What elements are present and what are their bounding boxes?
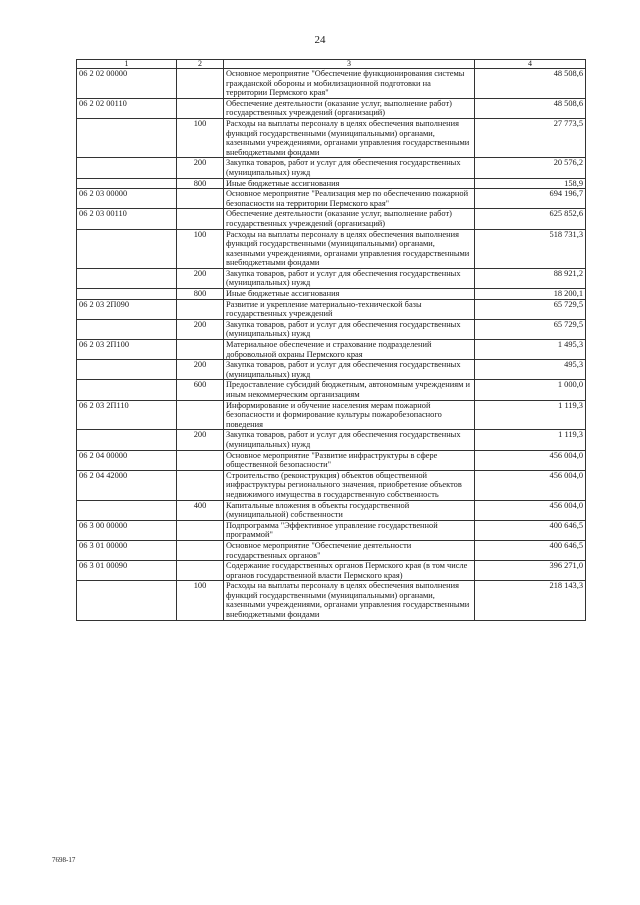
- row-expense-type: [177, 540, 224, 560]
- table-row: [77, 360, 586, 380]
- row-code: 06 2 04 42000: [77, 470, 177, 500]
- row-amount: 518 731,3: [475, 229, 586, 268]
- row-expense-type: [177, 340, 224, 360]
- row-description: Подпрограмма "Эффективное управление государственной программой": [224, 520, 475, 540]
- row-expense-type: [177, 470, 224, 500]
- row-expense-type: 200: [177, 158, 224, 178]
- row-expense-type: [177, 189, 224, 209]
- row-code: 06 3 00 00000: [77, 520, 177, 540]
- table-row: [77, 380, 586, 400]
- header-col-1: 1: [77, 60, 177, 69]
- row-code: 06 2 03 00000: [77, 189, 177, 209]
- row-description: Основное мероприятие "Обеспечение деятельности государственных органов": [224, 540, 475, 560]
- table-row: [77, 289, 586, 300]
- table-body: [77, 69, 586, 621]
- table-row: [77, 118, 586, 157]
- row-description: Основное мероприятие "Обеспечение функционирования системы гражданской обороны и мобилизационной подготовки на территории Пермского края": [224, 69, 475, 99]
- row-expense-type: [177, 400, 224, 430]
- row-expense-type: [177, 520, 224, 540]
- row-amount: 456 004,0: [475, 470, 586, 500]
- row-expense-type: 400: [177, 500, 224, 520]
- row-amount: 1 000,0: [475, 380, 586, 400]
- row-amount: 495,3: [475, 360, 586, 380]
- row-code: [77, 289, 177, 300]
- row-code: [77, 430, 177, 450]
- row-description: Основное мероприятие "Реализация мер по обеспечению пожарной безопасности на территории Пермского края": [224, 189, 475, 209]
- row-code: 06 2 04 00000: [77, 450, 177, 470]
- row-description: Расходы на выплаты персоналу в целях обеспечения выполнения функций государственными (муниципальными) органами, казенными учреждениями, органами управления государственными внебюджетными фондами: [224, 229, 475, 268]
- row-amount: 1 495,3: [475, 340, 586, 360]
- row-expense-type: [177, 450, 224, 470]
- row-expense-type: 200: [177, 430, 224, 450]
- row-amount: 18 200,1: [475, 289, 586, 300]
- row-expense-type: 800: [177, 178, 224, 189]
- row-code: [77, 158, 177, 178]
- row-description: Расходы на выплаты персоналу в целях обеспечения выполнения функций государственными (муниципальными) органами, казенными учреждениями, органами управления государственными внебюджетными фондами: [224, 581, 475, 620]
- row-amount: 88 921,2: [475, 268, 586, 288]
- row-description: Закупка товаров, работ и услуг для обеспечения государственных (муниципальных) нужд: [224, 319, 475, 339]
- table-row: [77, 430, 586, 450]
- row-description: Развитие и укрепление материально-технической базы государственных учреждений: [224, 299, 475, 319]
- row-description: Информирование и обучение населения мерам пожарной безопасности и формирование культуры пожаробезопасного поведения: [224, 400, 475, 430]
- row-description: Капитальные вложения в объекты государственной (муниципальной) собственности: [224, 500, 475, 520]
- row-amount: 625 852,6: [475, 209, 586, 229]
- table-row: [77, 209, 586, 229]
- budget-table: [76, 59, 586, 621]
- row-code: [77, 118, 177, 157]
- row-amount: 48 508,6: [475, 69, 586, 99]
- row-amount: 1 119,3: [475, 400, 586, 430]
- row-description: Иные бюджетные ассигнования: [224, 289, 475, 300]
- row-amount: 65 729,5: [475, 319, 586, 339]
- table-row: [77, 520, 586, 540]
- row-amount: 20 576,2: [475, 158, 586, 178]
- row-code: 06 2 03 2П100: [77, 340, 177, 360]
- row-expense-type: [177, 98, 224, 118]
- row-amount: 65 729,5: [475, 299, 586, 319]
- row-description: Закупка товаров, работ и услуг для обеспечения государственных (муниципальных) нужд: [224, 158, 475, 178]
- row-expense-type: [177, 209, 224, 229]
- row-description: Закупка товаров, работ и услуг для обеспечения государственных (муниципальных) нужд: [224, 268, 475, 288]
- row-amount: 456 004,0: [475, 500, 586, 520]
- table-row: [77, 229, 586, 268]
- row-expense-type: [177, 69, 224, 99]
- document-code: 7698-17: [52, 856, 76, 864]
- table-row: [77, 319, 586, 339]
- row-description: Обеспечение деятельности (оказание услуг, выполнение работ) государственных учреждений (организаций): [224, 98, 475, 118]
- page-number: 24: [314, 34, 326, 46]
- table-row: [77, 158, 586, 178]
- table-row: [77, 299, 586, 319]
- row-code: [77, 360, 177, 380]
- table-row: [77, 400, 586, 430]
- row-code: [77, 229, 177, 268]
- row-description: Материальное обеспечение и страхование подразделений добровольной охраны Пермского края: [224, 340, 475, 360]
- header-col-2: 2: [177, 60, 224, 69]
- row-code: 06 2 03 00110: [77, 209, 177, 229]
- table-row: [77, 69, 586, 99]
- row-amount: 218 143,3: [475, 581, 586, 620]
- row-description: Обеспечение деятельности (оказание услуг, выполнение работ) государственных учреждений (организаций): [224, 209, 475, 229]
- row-code: [77, 500, 177, 520]
- row-expense-type: 800: [177, 289, 224, 300]
- row-amount: 48 508,6: [475, 98, 586, 118]
- table-row: [77, 581, 586, 620]
- table-row: [77, 189, 586, 209]
- row-code: 06 2 02 00110: [77, 98, 177, 118]
- table-row: [77, 268, 586, 288]
- row-code: 06 2 03 2П110: [77, 400, 177, 430]
- row-description: Содержание государственных органов Пермского края (в том числе органов государственной власти Пермского края): [224, 561, 475, 581]
- header-col-3: 3: [224, 60, 475, 69]
- row-amount: 400 646,5: [475, 520, 586, 540]
- row-description: Строительство (реконструкция) объектов общественной инфраструктуры регионального значения, приобретение объектов недвижимого имущества в государственную собственность: [224, 470, 475, 500]
- row-code: [77, 178, 177, 189]
- row-expense-type: 200: [177, 268, 224, 288]
- table-row: [77, 178, 586, 189]
- row-description: Закупка товаров, работ и услуг для обеспечения государственных (муниципальных) нужд: [224, 430, 475, 450]
- row-description: Иные бюджетные ассигнования: [224, 178, 475, 189]
- row-expense-type: [177, 561, 224, 581]
- row-expense-type: 200: [177, 360, 224, 380]
- table-header-row: [77, 60, 586, 69]
- row-amount: 1 119,3: [475, 430, 586, 450]
- table-row: [77, 470, 586, 500]
- row-expense-type: 600: [177, 380, 224, 400]
- row-amount: 158,9: [475, 178, 586, 189]
- row-code: [77, 380, 177, 400]
- row-code: 06 2 03 2П090: [77, 299, 177, 319]
- header-col-4: 4: [475, 60, 586, 69]
- row-description: Закупка товаров, работ и услуг для обеспечения государственных (муниципальных) нужд: [224, 360, 475, 380]
- row-description: Основное мероприятие "Развитие инфраструктуры в сфере общественной безопасности": [224, 450, 475, 470]
- row-code: [77, 268, 177, 288]
- row-expense-type: 100: [177, 118, 224, 157]
- row-code: [77, 581, 177, 620]
- row-amount: 396 271,0: [475, 561, 586, 581]
- row-expense-type: [177, 299, 224, 319]
- row-code: [77, 319, 177, 339]
- row-amount: 27 773,5: [475, 118, 586, 157]
- row-amount: 694 196,7: [475, 189, 586, 209]
- row-code: 06 2 02 00000: [77, 69, 177, 99]
- row-expense-type: 200: [177, 319, 224, 339]
- row-expense-type: 100: [177, 581, 224, 620]
- row-code: 06 3 01 00090: [77, 561, 177, 581]
- table-row: [77, 340, 586, 360]
- row-amount: 456 004,0: [475, 450, 586, 470]
- row-description: Предоставление субсидий бюджетным, автономным учреждениям и иным некоммерческим организациям: [224, 380, 475, 400]
- table-row: [77, 450, 586, 470]
- table-row: [77, 500, 586, 520]
- table-row: [77, 540, 586, 560]
- row-expense-type: 100: [177, 229, 224, 268]
- row-code: 06 3 01 00000: [77, 540, 177, 560]
- row-description: Расходы на выплаты персоналу в целях обеспечения выполнения функций государственными (муниципальными) органами, казенными учреждениями, органами управления государственными внебюджетными фондами: [224, 118, 475, 157]
- table-row: [77, 98, 586, 118]
- row-amount: 400 646,5: [475, 540, 586, 560]
- table-row: [77, 561, 586, 581]
